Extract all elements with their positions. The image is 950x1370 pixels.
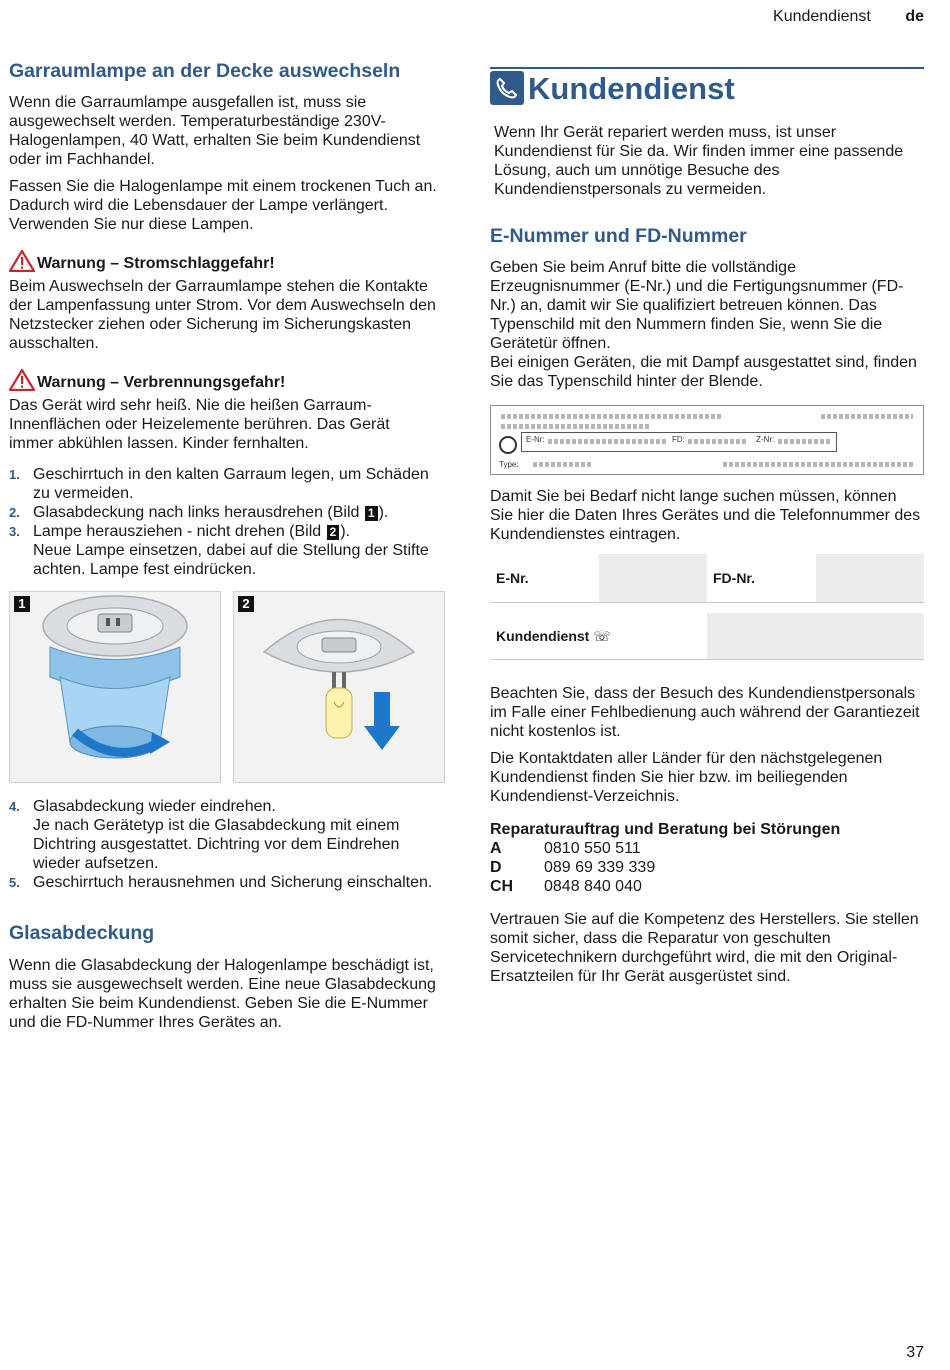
list-item — [490, 877, 924, 896]
step-number: 3. — [9, 524, 20, 540]
step-text: Geschirrtuch herausnehmen und Sicherung einschalten. — [33, 874, 433, 892]
lamp-paragraph-1: Wenn die Garraumlampe ausgefallen ist, muss sie ausgewechselt werden. Temperaturbeständige 230V-Halogenlampen, 40 Watt, erhalten Sie beim Kundendienst oder im Fachhandel. — [9, 94, 421, 169]
step-text: Glasabdeckung wieder eindrehen. — [33, 798, 276, 816]
service-phone-label: Kundendienst ☏ — [496, 627, 611, 644]
page-header — [773, 8, 924, 26]
warning-electric — [9, 250, 437, 353]
plate-enr-label: E-Nr: — [526, 435, 545, 445]
list-item — [490, 858, 924, 877]
glass-cover-illustration — [10, 592, 220, 782]
figure-reference-badge: 2 — [327, 525, 340, 540]
country-code: CH — [490, 878, 514, 896]
list-item — [9, 522, 437, 579]
list-item — [9, 797, 437, 873]
list-item — [9, 465, 437, 503]
plate-fd-label: FD: — [672, 435, 685, 445]
step-text: Geschirrtuch in den kalten Garraum legen, um Schäden zu vermeiden. — [33, 466, 429, 503]
enr-field-label: E-Nr. — [496, 570, 529, 587]
enumber-heading: E-Nummer und FD-Nummer — [490, 225, 747, 247]
contact-paragraph: Die Kontaktdaten aller Länder für den nächstgelegenen Kundendienst finden Sie hier bzw. im beiliegenden Kundendienst-Verzeichnis. — [490, 750, 883, 806]
right-column — [490, 60, 924, 994]
plate-barcode-line — [533, 462, 593, 467]
header-section-title: Kundendienst — [773, 8, 871, 25]
list-item — [9, 873, 437, 892]
enr-field-value — [599, 554, 708, 602]
steps-list-1 — [9, 465, 437, 579]
country-code: D — [490, 859, 502, 877]
plate-number-fields — [521, 432, 837, 452]
contact-list — [490, 839, 924, 896]
table-row — [490, 613, 924, 660]
figure-reference-badge: 1 — [365, 506, 378, 521]
plate-znr-label: Z-Nr: — [756, 435, 775, 445]
steps-list-2 — [9, 797, 437, 892]
plate-barcode-line — [688, 439, 748, 444]
step-number: 1. — [9, 467, 20, 483]
glass-cover-paragraph: Wenn die Glasabdeckung der Halogenlampe beschädigt ist, muss sie ausgewechselt werden. Eine neue Glasabdeckung erhalten Sie beim Kundendienst. Geben Sie die E-Nummer und die FD-Nummer Ihres Gerätes an. — [9, 956, 436, 1031]
cost-paragraph: Beachten Sie, dass der Besuch des Kundendienstpersonals im Falle einer Fehlbedienung auch während der Garantiezeit nicht kostenlos ist. — [490, 685, 920, 741]
fd-field-value — [816, 554, 925, 602]
plate-barcode-line — [778, 439, 830, 444]
warning-burn-title: Warnung – Verbrennungsgefahr! — [37, 374, 286, 392]
halogen-lamp-illustration — [234, 592, 444, 782]
repair-heading: Reparaturauftrag und Beratung bei Störungen — [490, 821, 841, 839]
figure-number-badge: 1 — [14, 596, 30, 612]
step-text-continued: Je nach Gerätetyp ist die Glasabdeckung mit einem Dichtring ausgestattet. Dichtring vor dem Eindrehen wieder aufsetzen. — [33, 817, 400, 873]
country-code: A — [490, 840, 502, 858]
step-number: 5. — [9, 875, 20, 891]
warning-electric-text: Beim Auswechseln der Garraumlampe stehen die Kontakte der Lampenfassung unter Strom. Vor dem Auswechseln den Netzstecker ziehen oder Sicherung im Sicherungskasten ausschalten. — [9, 278, 436, 353]
warning-electric-title: Warnung – Stromschlaggefahr! — [37, 255, 275, 273]
list-item — [9, 503, 437, 522]
step-number: 2. — [9, 505, 20, 521]
enumber-paragraph-steam: Bei einigen Geräten, die mit Dampf ausgestattet sind, finden Sie das Typenschild hinter der Blende. — [490, 354, 917, 391]
page-number: 37 — [906, 1344, 924, 1361]
phone-number: 0848 840 040 — [544, 878, 642, 896]
customer-service-title — [490, 67, 924, 105]
plate-barcode-line — [723, 462, 913, 467]
plate-barcode-line — [548, 439, 668, 444]
warning-triangle-icon — [9, 369, 35, 396]
lamp-paragraph-2: Fassen Sie die Halogenlampe mit einem trockenen Tuch an. Dadurch wird die Lebensdauer der Lampe verlängert. Verwenden Sie nur diese Lampen. — [9, 178, 437, 234]
enumber-paragraph: Geben Sie beim Anruf bitte die vollständige Erzeugnisnummer (E-Nr.) und die Fertigungsnummer (FD-Nr.) an, damit wir Sie qualifiziert betreuen können. Das Typenschild mit den Nummern finden Sie, wenn Sie die Gerätetür öffnen. — [490, 259, 904, 353]
list-item — [490, 839, 924, 858]
step-text: Glasabdeckung nach links herausdrehen (Bild — [33, 504, 364, 522]
warning-burn-text: Das Gerät wird sehr heiß. Nie die heißen Garraum-Innenflächen oder Heizelemente berühren. Das Gerät immer abkühlen lassen. Kinder fernhalten. — [9, 397, 390, 453]
figure-1 — [9, 591, 221, 783]
step-text-end: ). — [378, 504, 389, 522]
step-text-end: ). — [340, 523, 351, 541]
warning-burn — [9, 369, 437, 453]
table-row — [490, 554, 924, 603]
phone-number: 0810 550 511 — [544, 840, 641, 858]
type-plate-diagram — [490, 405, 924, 475]
fd-field-label: FD-Nr. — [713, 570, 755, 587]
service-intro: Wenn Ihr Gerät repariert werden muss, ist unser Kundendienst für Sie da. Wir finden immer eine passende Lösung, auch um unnötige Besuche des Kundendienstpersonals zu vermeiden. — [494, 124, 904, 198]
figures-row — [9, 591, 437, 783]
plate-barcode-line — [501, 424, 651, 429]
service-phone-value — [707, 613, 924, 659]
glass-cover-heading: Glasabdeckung — [9, 922, 155, 945]
plate-barcode-line — [821, 414, 913, 419]
step-text: Lampe herausziehen - nicht drehen (Bild — [33, 523, 326, 541]
plate-barcode-line — [501, 414, 721, 419]
warning-triangle-icon — [9, 250, 35, 277]
trust-paragraph: Vertrauen Sie auf die Kompetenz des Herstellers. Sie stellen somit sicher, dass die Reparatur von geschulten Servicetechnikern durchgeführt wird, die mit den Original-Ersatzteilen für Ihr Gerät ausgerüstet sind. — [490, 911, 919, 986]
device-data-table — [490, 554, 924, 660]
certification-icon — [499, 436, 517, 454]
left-column — [9, 60, 437, 1040]
phone-icon — [490, 71, 524, 105]
page-title: Kundendienst — [528, 70, 735, 106]
step-number: 4. — [9, 799, 20, 815]
phone-number: 089 69 339 339 — [544, 859, 656, 877]
step-text-continued: Neue Lampe einsetzen, dabei auf die Stellung der Stifte achten. Lampe fest eindrücken. — [33, 542, 429, 579]
plate-type-label: Type: — [499, 460, 519, 470]
header-language: de — [905, 8, 924, 25]
note-paragraph: Damit Sie bei Bedarf nicht lange suchen müssen, können Sie hier die Daten Ihres Gerätes und die Telefonnummer des Kundendienstes eintragen. — [490, 488, 921, 544]
lamp-heading: Garraumlampe an der Decke auswechseln — [9, 60, 401, 82]
figure-2 — [233, 591, 445, 783]
figure-number-badge: 2 — [238, 596, 254, 612]
